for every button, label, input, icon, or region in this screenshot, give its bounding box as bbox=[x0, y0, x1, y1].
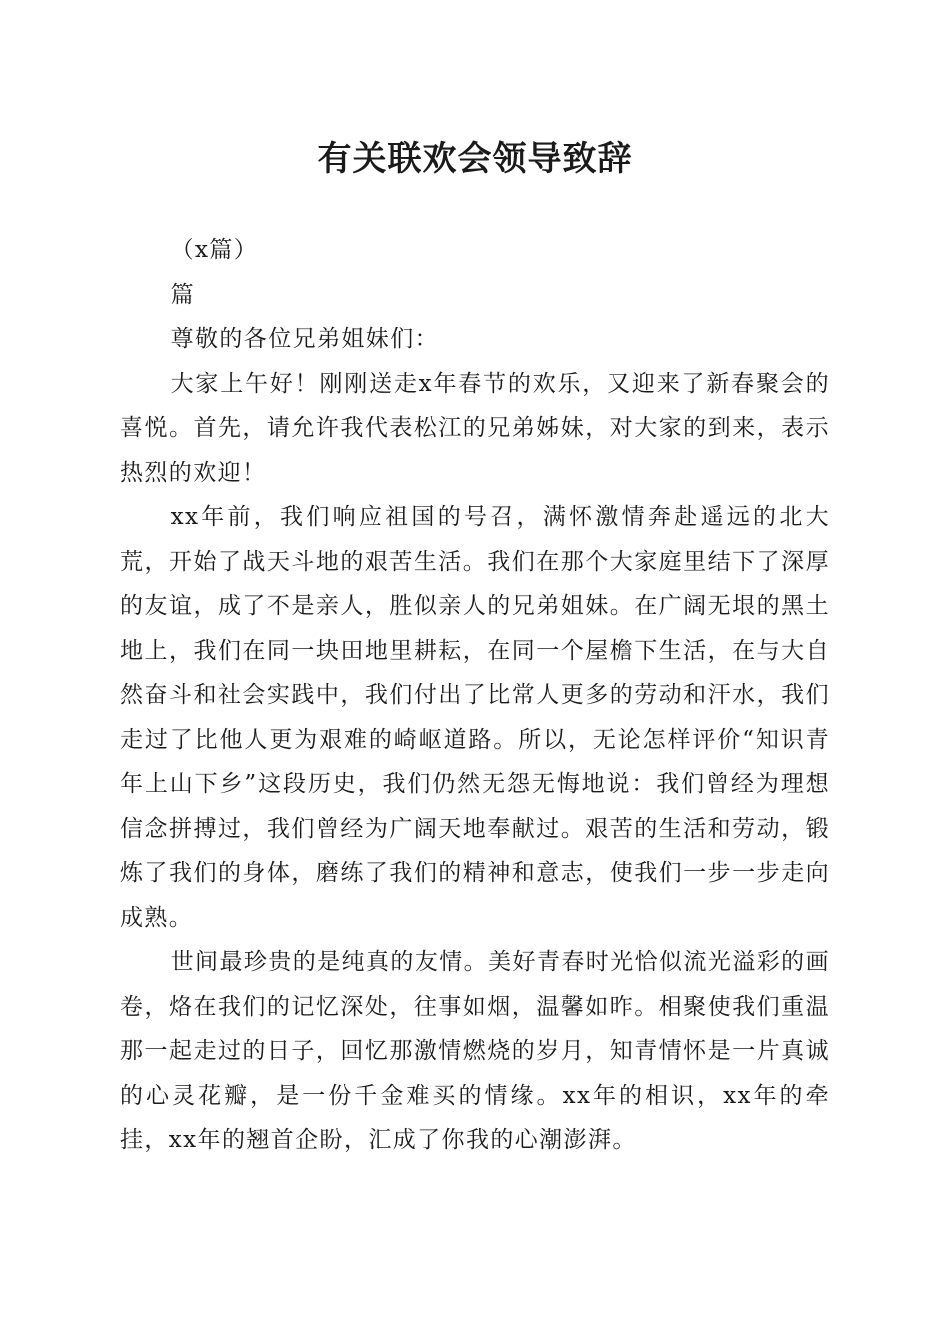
paragraph-subtitle: （x篇） bbox=[170, 237, 259, 263]
document-title: 有关联欢会领导致辞 bbox=[317, 139, 633, 179]
paragraph-history: xx年前，我们响应祖国的号召，满怀激情奔赴遥远的北大荒，开始了战天斗地的艰苦生活。我们在那个大家庭里结下了深厚的友谊，成了不是亲人，胜似亲人的兄弟姐妹。在广阔无垠的黑土地上，我们在同一块田地里耕耘，在同一个屋檐下生活，在与大自然奋斗和社会实践中，我们付出了比常人更多的劳动和汗水，我们走过了比他人更为艰难的崎岖道路。所以，无论怎样评价“知识青年上山下乡”这段历史，我们仍然无怨无悔地说：我们曾经为理想信念拼搏过，我们曾经为广阔天地奉献过。艰苦的生活和劳动，锻炼了我们的身体，磨练了我们的精神和意志，使我们一步一步走向成熟。 bbox=[120, 504, 830, 931]
paragraph-greeting: 大家上午好！刚刚送走x年春节的欢乐，又迎来了新春聚会的喜悦。首先，请允许我代表松江的兄弟姊妹，对大家的到来，表示热烈的欢迎！ bbox=[120, 370, 830, 486]
document-body bbox=[120, 228, 830, 1163]
paragraph-section-label: 篇 bbox=[170, 281, 195, 308]
paragraph-friendship: 世间最珍贵的是纯真的友情。美好青春时光恰似流光溢彩的画卷，烙在我们的记忆深处，往事如烟，温馨如昨。相聚使我们重温那一起走过的日子，回忆那激情燃烧的岁月，知青情怀是一片真诚的心灵花瓣，是一份千金难买的情缘。xx年的相识，xx年的牵挂，xx年的翘首企盼，汇成了你我的心潮澎湃。 bbox=[120, 949, 830, 1153]
paragraph-salutation: 尊敬的各位兄弟姐妹们： bbox=[170, 326, 439, 352]
